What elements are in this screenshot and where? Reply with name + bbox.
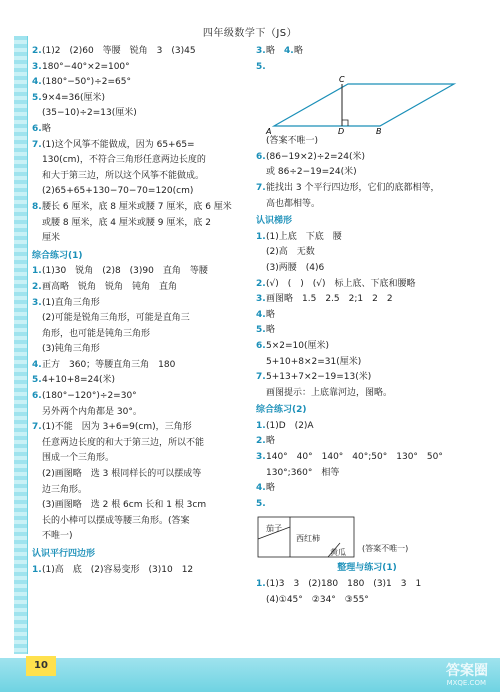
answer-text: (180°−50°)÷2=65° [42, 77, 131, 88]
answer-line [32, 451, 242, 467]
answer-line [32, 91, 242, 107]
answer-line [256, 292, 478, 308]
answer-line [32, 514, 242, 530]
footer-bar [0, 654, 500, 692]
answer-text: (3)画图略 选 2 根 6cm 长和 1 根 3cm [42, 500, 207, 511]
item-number: 3. [256, 46, 266, 56]
answer-line [32, 373, 242, 389]
item-number: 1. [32, 266, 42, 277]
point-c-label: C [339, 76, 345, 85]
item-number: 4. [32, 359, 42, 370]
answer-text: (35−10)÷2=13(厘米) [42, 108, 137, 119]
item-number: 2. [256, 278, 266, 289]
answer-line [32, 436, 242, 452]
parallelogram-svg [262, 76, 462, 134]
answer-line [256, 245, 478, 261]
item-number: 1. [256, 579, 266, 590]
garden-figure [256, 513, 478, 559]
answer-line [256, 386, 478, 402]
side-band [14, 36, 27, 664]
item-number: 2. [256, 436, 266, 447]
answer-text: 围成一个三角形。 [42, 453, 115, 464]
answer-text: 正方 360；等腰直角三角 180 [42, 359, 176, 370]
answer-text: 画图略 1.5 2.5 2;1 2 2 [266, 294, 393, 305]
answer-line [256, 261, 478, 277]
answer-text: 腰长 6 厘米，底 8 厘米或腰 7 厘米，底 6 厘米 [42, 201, 232, 212]
answer-text: (3)钝角三角形 [42, 344, 100, 355]
answer-line [32, 169, 242, 185]
section-heading-comprehensive-2: 综合练习(2) [256, 405, 307, 416]
answer-text: 和大于第三边，所以这个风筝不能做成。 [42, 170, 205, 181]
cucumber-label: 黄瓜 [330, 548, 346, 558]
left-column [32, 44, 242, 578]
item-number: 3. [256, 294, 266, 305]
answer-text: (2)可能是锐角三角形，可能是直角三 [42, 313, 190, 324]
answer-text: 略 [266, 309, 276, 320]
answer-line [256, 323, 478, 339]
item-number: 1. [32, 564, 42, 575]
item-number: 7. [256, 372, 266, 383]
answer-text: 角形，也可能是钝角三角形 [42, 328, 151, 339]
answer-text: 130(cm)，不符合三角形任意两边长度的 [42, 155, 206, 166]
item-number: 2. [32, 281, 42, 292]
item-number: 4. [284, 46, 294, 56]
section-heading-comprehensive-1: 综合练习(1) [32, 250, 83, 261]
item-number: 7. [256, 182, 266, 193]
answer-line [256, 197, 478, 213]
answer-line [256, 339, 478, 355]
item-number: 4. [256, 309, 266, 320]
answer-line [32, 216, 242, 232]
item-number: 3. [32, 297, 42, 308]
answer-line [256, 466, 478, 482]
answer-text: 略 [266, 436, 276, 447]
answer-line [32, 200, 242, 216]
answer-line [32, 405, 242, 421]
parallelogram-figure [262, 76, 478, 134]
answer-text: (1)上底 下底 腰 [266, 231, 342, 242]
item-number: 6. [256, 151, 266, 162]
answer-text: 略 [266, 483, 276, 494]
item-number: 5. [256, 61, 266, 72]
answer-text: 不唯一) [42, 531, 73, 542]
answer-line [32, 153, 242, 169]
section-heading-parallelogram: 认识平行四边形 [32, 549, 96, 559]
answer-line [256, 434, 478, 450]
item-number: 8. [32, 201, 42, 212]
answer-text: (1)这个风筝不能做成，因为 65+65= [42, 139, 195, 150]
answer-line [32, 563, 242, 579]
item-number: 3. [32, 61, 42, 72]
answer-text: 140° 40° 140° 40°;50° 130° 50° [266, 452, 443, 463]
item-number: 3. [256, 452, 266, 463]
answer-text: 画高略 锐角 锐角 钝角 直角 [42, 281, 178, 292]
item-number: 1. [256, 231, 266, 242]
item-number: 5. [256, 498, 266, 509]
answer-line [32, 467, 242, 483]
answer-text: (1)不能 因为 3+6=9(cm)，三角形 [42, 422, 192, 433]
item-number: 4. [32, 77, 42, 88]
answer-text: 或腰 8 厘米，底 4 厘米或腰 9 厘米，底 2 [42, 217, 211, 228]
answer-line [256, 497, 478, 513]
answer-text: (1)3 3 (2)180 180 (3)1 3 1 [266, 579, 422, 590]
answer-text: 边三角形。 [42, 484, 88, 495]
answer-text: 5×2=10(厘米) [266, 340, 330, 351]
answer-line [32, 358, 242, 374]
answer-line [256, 150, 478, 166]
answer-text: 厘米 [42, 233, 61, 244]
answer-line [32, 138, 242, 154]
answer-text: 略 [266, 46, 285, 56]
answer-line [32, 231, 242, 247]
answer-text: 180°−40°×2=100° [42, 61, 130, 72]
item-number: 6. [32, 391, 42, 402]
answer-line [32, 106, 242, 122]
page-number: 10 [26, 656, 56, 676]
answer-line [32, 184, 242, 200]
answer-line [32, 483, 242, 499]
answer-line [256, 277, 478, 293]
answer-text: (3)两腰 (4)6 [266, 262, 325, 273]
answer-text: (1)直角三角形 [42, 297, 100, 308]
section-heading-review-1: 整理与练习(1) [337, 563, 397, 574]
answer-line [32, 296, 242, 312]
answer-text: (1)2 (2)60 等腰 锐角 3 (3)45 [42, 46, 196, 56]
answer-line [32, 420, 242, 436]
answer-line [32, 529, 242, 545]
answer-line [32, 389, 242, 405]
answer-line [32, 44, 242, 60]
answer-text: 能找出 3 个平行四边形，它们的底都相等， [266, 182, 440, 193]
answer-line [256, 419, 478, 435]
eggplant-label: 茄子 [266, 524, 282, 534]
answer-line [256, 60, 478, 76]
answer-text: 任意两边长度的和大于第三边，所以不能 [42, 437, 205, 448]
answer-text: 130°;360° 相等 [266, 467, 340, 478]
answer-text: 9×4=36(厘米) [42, 92, 106, 103]
page-header: 四年级数学下（JS） [202, 28, 298, 39]
answer-line [256, 370, 478, 386]
answer-line [32, 122, 242, 138]
item-number: 1. [256, 420, 266, 431]
answer-line [256, 577, 478, 593]
answer-line [32, 75, 242, 91]
answer-line [256, 134, 478, 150]
answer-text: 5+10+8×2=31(厘米) [266, 356, 362, 367]
answer-text: (1)D (2)A [266, 420, 314, 431]
answer-text: (2)高 无数 [266, 247, 315, 258]
answer-line [32, 311, 242, 327]
answer-text: 画图提示：上底靠河边，图略。 [266, 387, 393, 398]
answer-text: 略 [266, 325, 276, 336]
point-d-label: D [338, 127, 345, 135]
answer-line [256, 181, 478, 197]
answer-line [32, 60, 242, 76]
answer-line [32, 280, 242, 296]
answer-line [256, 593, 478, 609]
answer-line [256, 450, 478, 466]
answer-text: 高也都相等。 [266, 198, 321, 209]
answer-line [256, 165, 478, 181]
tomato-label: 西红柿 [296, 534, 320, 544]
answer-text: (1)30 锐角 (2)8 (3)90 直角 等腰 [42, 266, 208, 277]
item-number: 6. [32, 123, 42, 134]
item-number: 5. [256, 325, 266, 336]
answer-text: 略 [294, 46, 304, 56]
point-a-label: A [266, 127, 272, 135]
answer-line [256, 230, 478, 246]
answer-text: 长的小棒可以摆成等腰三角形。(答案 [42, 515, 190, 526]
answer-text: 或 86÷2−19=24(米) [266, 167, 357, 178]
answer-text: (86−19×2)÷2=24(米) [266, 151, 366, 162]
item-number: 5. [32, 375, 42, 386]
answer-line [256, 481, 478, 497]
right-column [256, 44, 478, 608]
item-number: 4. [256, 483, 266, 494]
answer-text: (2)画图略 选 3 根同样长的可以摆成等 [42, 469, 202, 480]
answer-text: (2)65+65+130−70−70=120(cm) [42, 186, 194, 197]
parallelogram-shape [274, 84, 454, 126]
answer-text: (1)高 底 (2)容易变形 (3)10 12 [42, 564, 194, 575]
item-number: 6. [256, 340, 266, 351]
right-angle-mark [342, 120, 348, 126]
section-heading-trapezoid: 认识梯形 [256, 216, 293, 227]
answer-line [256, 44, 478, 60]
answer-text: (答案不唯一) [266, 136, 319, 147]
side-band-line [27, 36, 28, 664]
answer-text: 略 [42, 123, 52, 134]
item-number: 5. [32, 92, 42, 103]
item-number: 7. [32, 422, 42, 433]
answer-text: 5+13+7×2−19=13(米) [266, 372, 372, 383]
answer-note: (答案不唯一) [362, 544, 409, 554]
answer-line [32, 498, 242, 514]
item-number: 7. [32, 139, 42, 150]
watermark-sub: MXQE.COM [446, 679, 486, 687]
answer-line [256, 308, 478, 324]
point-b-label: B [376, 127, 382, 135]
watermark: 答案圈 [446, 663, 488, 679]
answer-line [256, 355, 478, 371]
item-number: 2. [32, 46, 42, 56]
answer-line [32, 327, 242, 343]
answer-text: 4+10+8=24(米) [42, 375, 116, 386]
answer-text: (180°−120°)÷2=30° [42, 391, 137, 402]
answer-text: (4)①45° ②34° ③55° [266, 594, 369, 605]
answer-text: 另外两个内角都是 30°。 [42, 406, 142, 417]
answer-line [32, 264, 242, 280]
answer-line [32, 342, 242, 358]
answer-text: (√) ( ) (√) 标上底、下底和腰略 [266, 278, 416, 289]
